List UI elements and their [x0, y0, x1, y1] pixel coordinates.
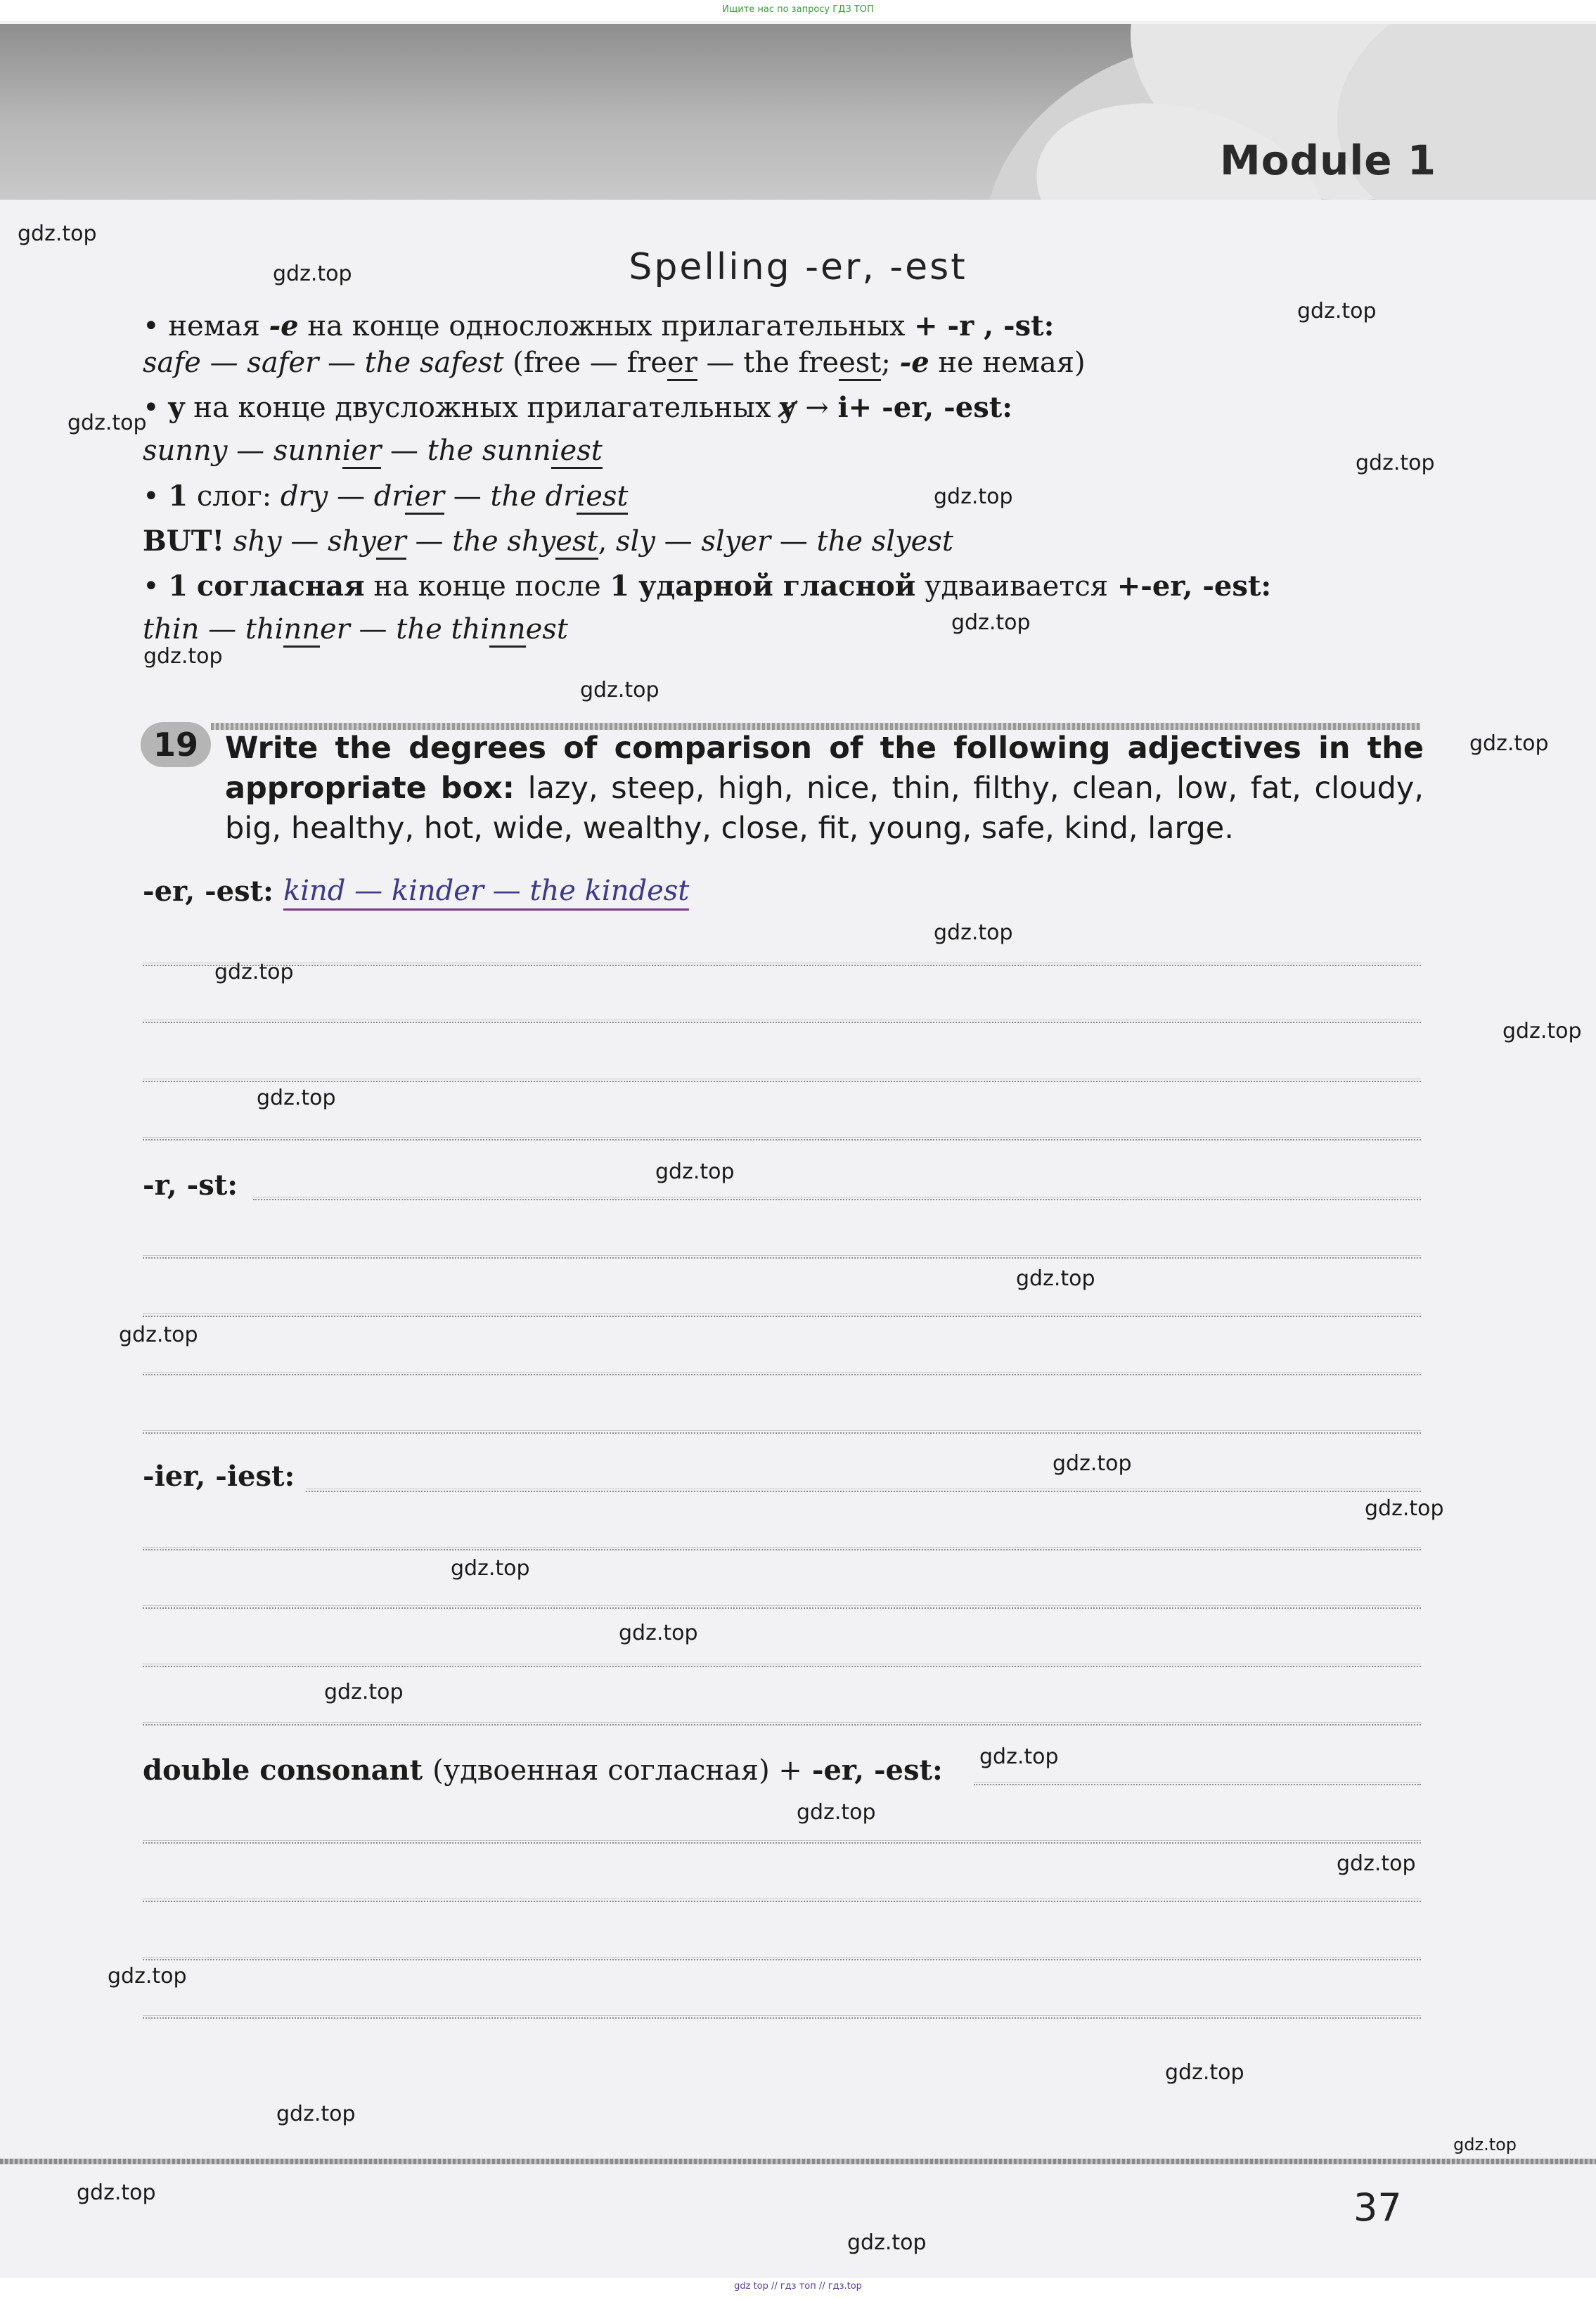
watermark: gdz.top [18, 221, 97, 246]
section-heading: Spelling -er, -est [629, 246, 967, 288]
page-number: 37 [1353, 2185, 1402, 2230]
watermark: gdz.top [847, 2230, 927, 2255]
watermark: gdz.top [619, 1621, 698, 1645]
handwritten-example: kind — kinder — the kindest [283, 875, 689, 911]
bottom-note[interactable]: gdz top // гдз топ // гдз.top [734, 2281, 862, 2292]
watermark: gdz.top [1453, 2135, 1517, 2154]
rule-bold: ударной гласной [638, 570, 916, 603]
dash: — [208, 613, 237, 645]
example-word: safe [143, 347, 201, 379]
rule-suffix: i+ -er, -est: [837, 391, 1012, 424]
example-word: sunny [143, 435, 228, 467]
example-word: shy [233, 525, 282, 558]
example-sunny [143, 435, 603, 467]
example-word: sly [616, 525, 655, 558]
writing-line[interactable] [306, 1491, 1421, 1492]
dash: — [589, 347, 618, 379]
watermark: gdz.top [1297, 299, 1377, 323]
example-suffix: er [288, 347, 319, 379]
example-suffix: ier [342, 435, 382, 469]
watermark: gdz.top [1356, 451, 1435, 475]
watermark: gdz.top [67, 411, 147, 435]
example-word: shy [328, 525, 376, 558]
example-suffix: est [461, 347, 504, 379]
label-double-consonant [143, 1754, 943, 1787]
example-word: dr [373, 480, 406, 513]
rule-number: 1 [168, 570, 188, 603]
watermark: gdz.top [934, 920, 1013, 945]
writing-line[interactable] [143, 1257, 1421, 1259]
writing-line[interactable] [253, 1199, 1421, 1200]
writing-line[interactable] [143, 1316, 1421, 1317]
example-word: the sunn [427, 435, 551, 467]
watermark: gdz.top [951, 610, 1031, 635]
rule-number: 1 [610, 570, 630, 603]
rule-text: удваивается [925, 570, 1109, 603]
example-letters: nn [283, 613, 320, 648]
example-suffix: est [555, 525, 598, 560]
watermark: gdz.top [979, 1745, 1059, 1769]
exercise-instruction [225, 728, 1424, 849]
watermark: gdz.top [276, 2102, 356, 2126]
dash: — [359, 613, 387, 645]
watermark: gdz.top [1337, 1851, 1416, 1876]
writing-line[interactable] [143, 1724, 1421, 1726]
watermark: gdz.top [108, 1964, 187, 1989]
dash: — [415, 525, 444, 558]
writing-line[interactable] [974, 1784, 1421, 1785]
example-word: slyer [701, 525, 771, 558]
writing-line[interactable] [143, 1081, 1421, 1082]
punctuation: , [598, 525, 607, 558]
watermark: gdz.top [655, 1159, 735, 1184]
rule-suffix: + -r , -st: [914, 309, 1055, 342]
writing-line[interactable] [143, 965, 1421, 966]
example-suffix: er [667, 347, 697, 381]
example-word: the shy [452, 525, 556, 558]
watermark: gdz.top [1016, 1266, 1095, 1291]
watermark: gdz.top [797, 1800, 876, 1825]
example-word: saf [247, 347, 289, 379]
example-word: не немая) [938, 347, 1086, 379]
example-word: (free [513, 347, 581, 379]
exercise-number: 19 [141, 722, 211, 767]
watermark: gdz.top [119, 1323, 198, 1347]
dash: — [706, 347, 735, 379]
word-list: lazy, steep, high, nice, thin, filthy, clean, low, fat, cloudy, big, healthy, hot, wide, wealthy, close, fit, young, safe, kind, large. [225, 771, 1424, 846]
module-banner [0, 24, 1596, 200]
rule-text: на конце двусложных прилагательных [193, 392, 771, 424]
dash: — [453, 480, 482, 513]
example-suffix: iest [577, 480, 628, 515]
bullet: • [143, 392, 160, 424]
example-word: thi [245, 613, 284, 645]
watermark: gdz.top [77, 2180, 156, 2205]
writing-line[interactable] [143, 1842, 1421, 1844]
watermark: gdz.top [214, 960, 294, 984]
rule-letter: y [168, 391, 185, 424]
label-suffix: -er, -est: [811, 1754, 943, 1787]
bullet: • [143, 480, 160, 513]
watermark: gdz.top [1053, 1451, 1132, 1476]
example-suffix: er [320, 613, 350, 645]
watermark: gdz.top [1165, 2060, 1244, 2085]
example-word: the saf [364, 347, 462, 379]
example-suffix: ier [405, 480, 444, 515]
example-suffix: er [376, 525, 406, 560]
label-bold: double consonant [143, 1754, 423, 1787]
example-word: thin [143, 613, 200, 645]
instruction-text: Write the degrees of comparison of the following adjectives in the appropriate box: [225, 731, 1424, 806]
watermark: gdz.top [451, 1556, 530, 1581]
dash: — [664, 525, 693, 558]
example-safe [143, 346, 1086, 379]
writing-line[interactable] [143, 2017, 1421, 2019]
watermark: gdz.top [324, 1680, 404, 1704]
dash: — [779, 525, 808, 558]
dash: — [290, 525, 319, 558]
watermark: gdz.top [143, 644, 223, 669]
watermark: gdz.top [580, 678, 659, 702]
watermark: gdz.top [257, 1086, 336, 1110]
rule-text: на конце односложных прилагательных [307, 310, 906, 342]
arrow-icon: → [805, 392, 829, 424]
example-word: sunn [273, 435, 342, 467]
example-suffix: est [839, 347, 881, 381]
writing-line[interactable] [143, 1549, 1421, 1550]
bullet: • [143, 310, 160, 342]
example-word: the dr [490, 480, 577, 513]
example-word: the slyest [816, 525, 953, 558]
example-letters: nn [489, 613, 526, 648]
rule-one-syllable [143, 480, 628, 513]
footer-rule [0, 2159, 1596, 2164]
example-word: the fre [743, 347, 839, 379]
example-suffix: iest [551, 435, 603, 469]
watermark: gdz.top [273, 262, 352, 286]
example-word: fre [626, 347, 668, 379]
writing-line[interactable] [143, 1374, 1421, 1375]
rule-number: 1 [168, 480, 188, 513]
dash: — [236, 435, 265, 467]
top-search-note[interactable]: Ищите нас по запросу ГДЗ ТОП [722, 4, 874, 15]
rule-bold: согласная [196, 570, 365, 603]
watermark: gdz.top [1469, 731, 1549, 756]
rule-letter: -e [899, 346, 929, 379]
rule-suffix: +-er, -est: [1116, 570, 1272, 603]
rule-silent-e [143, 309, 1054, 342]
writing-line[interactable] [143, 1022, 1421, 1023]
writing-line[interactable] [143, 1959, 1421, 1960]
writing-line[interactable] [143, 1666, 1421, 1667]
label-normal: (удвоенная согласная) + [432, 1754, 802, 1787]
module-title: Module 1 [1220, 136, 1437, 184]
example-thin [143, 613, 568, 645]
writing-line[interactable] [143, 1901, 1421, 1902]
rule-text: немая [168, 310, 260, 342]
watermark: gdz.top [934, 484, 1013, 509]
example-word: dry [280, 480, 328, 513]
writing-line[interactable] [143, 1432, 1421, 1434]
dash: — [390, 435, 418, 467]
rule-text: на конце после [373, 570, 601, 603]
but-note: BUT! [143, 525, 225, 558]
watermark: gdz.top [1365, 1496, 1444, 1521]
example-word: the thi [396, 613, 490, 645]
rule-text: слог: [196, 480, 272, 513]
bullet: • [143, 570, 160, 603]
dash: — [336, 480, 365, 513]
example-shy-sly [143, 525, 953, 558]
writing-line[interactable] [143, 1607, 1421, 1609]
dash: — [328, 347, 356, 379]
label-r-st: -r, -st: [143, 1169, 238, 1202]
watermark: gdz.top [1502, 1019, 1582, 1043]
rule-y-ending [143, 391, 1012, 424]
writing-line[interactable] [143, 1139, 1421, 1141]
example-suffix: est [525, 613, 568, 645]
punctuation: ; [881, 347, 891, 379]
crossed-letter: y [780, 391, 797, 424]
label-er-est: -er, -est: [143, 875, 273, 908]
rule-double-consonant [143, 570, 1271, 603]
rule-letter: -e [269, 309, 299, 342]
dash: — [210, 347, 238, 379]
label-ier-iest: -ier, -iest: [143, 1460, 295, 1493]
